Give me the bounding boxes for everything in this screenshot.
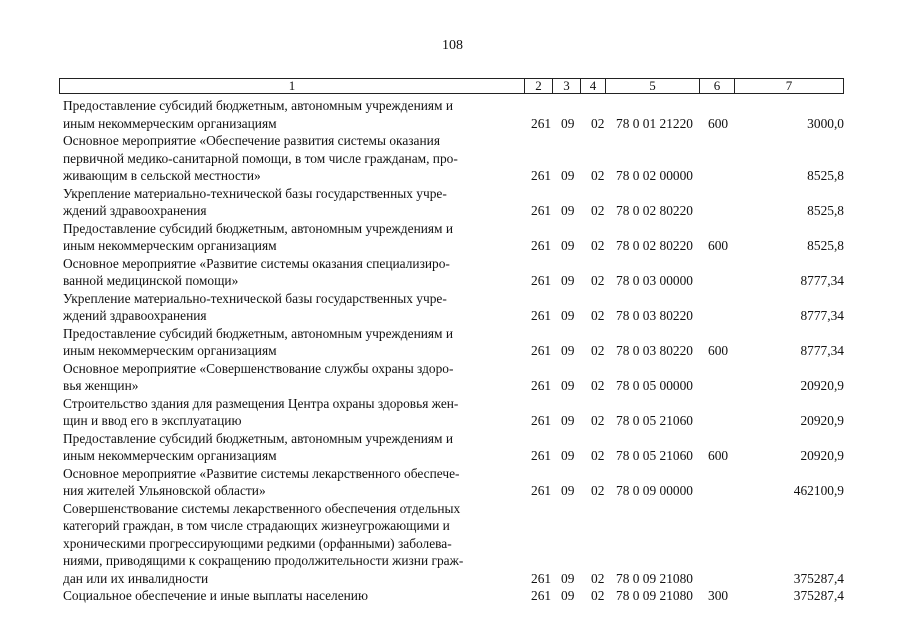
row-description [63,430,516,465]
row-rz-code: 09 [561,483,575,498]
row-description-line: живающим в сельской местности» [63,168,261,183]
row-pr-code: 02 [591,308,605,323]
row-description-line: хроническими прогрессирующими редкими (орфанными) заболева- [63,535,452,551]
row-sum: 375287,4 [793,588,844,603]
row-rz-code: 09 [561,413,575,428]
row-description-line: Основное мероприятие «Развитие системы лекарственного обеспече- [63,465,460,481]
page-number: 108 [442,38,463,53]
row-pr-code: 02 [591,570,605,586]
row-vr-code: 600 [708,448,729,463]
row-description-line: Предоставление субсидий бюджетным, автономным учреждениям и [63,220,454,236]
row-pr-code: 02 [591,413,605,428]
row-description-line: Предоставление субсидий бюджетным, автономным учреждениям и [63,325,454,341]
row-description-line: Укрепление материально-технической базы государственных учре- [63,185,447,201]
row-rz-code: 09 [561,570,575,586]
table-header [59,78,844,94]
row-description [63,185,516,220]
row-rz-code: 09 [561,273,575,288]
row-vr-code: 600 [708,115,729,131]
row-csr-code: 78 0 02 00000 [616,168,693,183]
row-gr-code: 261 [531,448,552,463]
row-sum: 20920,9 [800,448,844,463]
row-sum: 8525,8 [807,203,844,218]
header-col-7: 7 [785,78,793,93]
row-description-line: иным некоммерческим организациям [63,343,277,358]
row-sum: 20920,9 [800,378,844,393]
row-csr-code: 78 0 03 00000 [616,273,693,288]
row-rz-code: 09 [561,343,575,358]
row-gr-code: 261 [531,570,552,586]
row-pr-code: 02 [591,168,605,183]
row-gr-code: 261 [531,203,552,218]
row-description-line: Совершенствование системы лекарственного обеспечения отдельных [63,500,461,516]
row-description-line: Основное мероприятие «Обеспечение развития системы оказания [63,133,440,148]
row-description [63,325,516,360]
row-description-line: ждений здравоохранения [63,308,207,323]
row-pr-code: 02 [591,588,605,603]
row-gr-code: 261 [531,483,552,498]
header-col-3: 3 [553,79,581,93]
row-description-line: ждений здравоохранения [63,203,207,218]
row-gr-code: 261 [531,308,552,323]
row-description-line: Строительство здания для размещения Центра охраны здоровья жен- [63,395,459,411]
row-vr-code: 600 [708,238,729,253]
row-sum: 8777,34 [800,308,844,323]
row-sum: 8525,8 [807,238,844,253]
row-gr-code: 261 [531,168,552,183]
row-description-line: ния жителей Ульяновской области» [63,483,266,498]
row-gr-code: 261 [531,273,552,288]
row-rz-code: 09 [561,308,575,323]
row-rz-code: 09 [561,168,575,183]
row-rz-code: 09 [561,203,575,218]
row-description [63,220,516,255]
row-csr-code: 78 0 09 21080 [616,588,693,603]
row-description-line: вья женщин» [63,378,139,393]
row-sum: 8777,34 [800,343,844,358]
row-csr-code: 78 0 02 80220 [616,203,693,218]
row-pr-code: 02 [591,378,605,393]
row-sum: 462100,9 [793,483,844,498]
row-csr-code: 78 0 01 21220 [616,115,693,131]
row-description-line: Основное мероприятие «Совершенствование службы охраны здоро- [63,360,454,376]
row-sum: 8525,8 [807,168,844,183]
row-description [63,290,516,325]
row-sum: 20920,9 [800,413,844,428]
row-description-line: дан или их инвалидности [63,570,209,586]
row-description-line: Предоставление субсидий бюджетным, автономным учреждениям и [63,430,454,446]
row-description [63,395,516,430]
row-rz-code: 09 [561,588,575,603]
row-description-line: иным некоммерческим организациям [63,238,277,253]
row-pr-code: 02 [591,238,605,253]
row-csr-code: 78 0 03 80220 [616,308,693,323]
row-vr-code: 300 [708,588,729,603]
row-gr-code: 261 [531,413,552,428]
row-pr-code: 02 [591,115,605,131]
row-csr-code: 78 0 03 80220 [616,343,693,358]
header-col-4: 4 [581,79,606,93]
row-description-line: Социальное обеспечение и иные выплаты населению [63,588,368,603]
row-csr-code: 78 0 05 21060 [616,413,693,428]
row-csr-code: 78 0 09 21080 [616,570,693,586]
row-gr-code: 261 [531,343,552,358]
row-description-line: ниями, приводящими к сокращению продолжительности жизни граж- [63,553,464,568]
row-description-line: первичной медико-санитарной помощи, в том числе гражданам, про- [63,150,458,166]
row-description-line: Предоставление субсидий бюджетным, автономным учреждениям и [63,98,454,113]
row-gr-code: 261 [531,115,552,131]
row-pr-code: 02 [591,343,605,358]
row-description-line: щин и ввод его в эксплуатацию [63,413,242,428]
row-description-line: ванной медицинской помощи» [63,273,239,288]
row-description [63,255,516,290]
row-description [63,500,516,588]
row-rz-code: 09 [561,115,575,131]
row-sum: 3000,0 [807,115,844,131]
header-col-2: 2 [525,79,553,93]
row-description-line: иным некоммерческим организациям [63,115,277,131]
row-description [63,97,516,132]
row-gr-code: 261 [531,588,552,603]
row-description [63,587,516,605]
row-pr-code: 02 [591,203,605,218]
row-rz-code: 09 [561,448,575,463]
row-csr-code: 78 0 02 80220 [616,238,693,253]
row-sum: 8777,34 [800,273,844,288]
row-description [63,360,516,395]
row-gr-code: 261 [531,238,552,253]
row-csr-code: 78 0 05 00000 [616,378,693,393]
row-description [63,132,516,185]
row-description-line: Основное мероприятие «Развитие системы оказания специализиро- [63,255,450,271]
row-description-line: иным некоммерческим организациям [63,448,277,463]
row-gr-code: 261 [531,378,552,393]
row-pr-code: 02 [591,448,605,463]
row-description-line: Укрепление материально-технической базы государственных учре- [63,290,447,306]
row-csr-code: 78 0 09 00000 [616,483,693,498]
header-col-6: 6 [700,79,735,93]
row-rz-code: 09 [561,238,575,253]
row-description-line: категорий граждан, в том числе страдающих жизнеугрожающими и [63,518,450,533]
row-sum: 375287,4 [793,570,844,586]
row-csr-code: 78 0 05 21060 [616,448,693,463]
header-col-1: 1 [60,79,525,93]
row-pr-code: 02 [591,483,605,498]
row-description [63,465,516,500]
row-vr-code: 600 [708,343,729,358]
row-pr-code: 02 [591,273,605,288]
row-rz-code: 09 [561,378,575,393]
header-col-5: 5 [606,79,700,93]
